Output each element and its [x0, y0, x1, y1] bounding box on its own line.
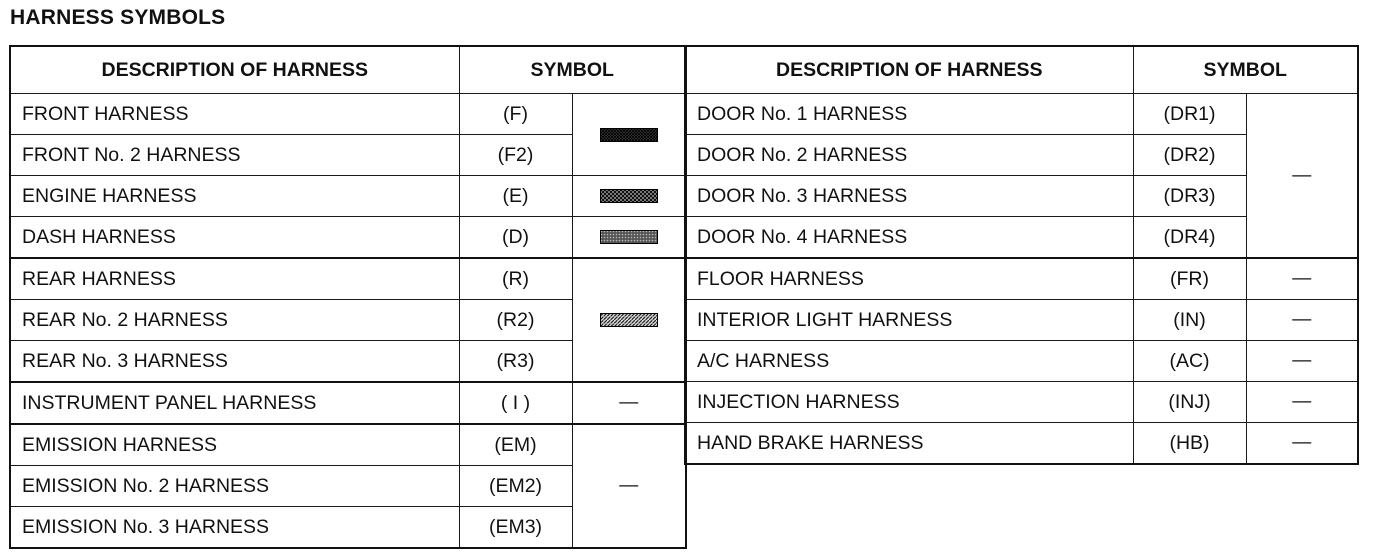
dotted-swatch — [600, 230, 658, 244]
harness-code: (EM3) — [459, 507, 572, 549]
rear-symbol-cell — [572, 258, 686, 382]
harness-description: INTERIOR LIGHT HARNESS — [685, 300, 1133, 341]
table-row — [685, 382, 1358, 423]
harness-code: (HB) — [1133, 423, 1246, 465]
harness-description: INJECTION HARNESS — [685, 382, 1133, 423]
no-symbol-dash: — — [1246, 382, 1358, 423]
harness-code: (F) — [459, 94, 572, 135]
no-symbol-dash: — — [1246, 300, 1358, 341]
harness-code: (FR) — [1133, 258, 1246, 300]
no-symbol-dash: — — [1246, 341, 1358, 382]
harness-description: HAND BRAKE HARNESS — [685, 423, 1133, 465]
harness-description: EMISSION HARNESS — [10, 424, 459, 466]
engine-symbol-cell — [572, 176, 686, 217]
harness-description: DASH HARNESS — [10, 217, 459, 259]
harness-code: (DR1) — [1133, 94, 1246, 135]
harness-code: (EM) — [459, 424, 572, 466]
header-row — [10, 46, 686, 94]
table-row — [10, 217, 686, 259]
harness-description: FRONT No. 2 HARNESS — [10, 135, 459, 176]
diagonal-hatch-swatch — [600, 313, 658, 327]
harness-description: ENGINE HARNESS — [10, 176, 459, 217]
no-symbol-dash: — — [572, 382, 686, 424]
harness-description: EMISSION No. 2 HARNESS — [10, 466, 459, 507]
harness-code: (E) — [459, 176, 572, 217]
harness-description: DOOR No. 3 HARNESS — [685, 176, 1133, 217]
harness-code: (DR2) — [1133, 135, 1246, 176]
column-header-symbol: SYMBOL — [459, 46, 686, 94]
column-header-symbol: SYMBOL — [1133, 46, 1358, 94]
table-row — [685, 94, 1358, 135]
harness-code: (DR3) — [1133, 176, 1246, 217]
harness-table-left — [9, 45, 687, 549]
table-row — [685, 423, 1358, 465]
column-header-description: DESCRIPTION OF HARNESS — [10, 46, 459, 94]
harness-table-right — [684, 45, 1359, 465]
no-symbol-dash: — — [1246, 258, 1358, 300]
table-row — [10, 424, 686, 466]
table-row — [685, 258, 1358, 300]
table-row — [10, 94, 686, 135]
front-symbol-cell — [572, 94, 686, 176]
checker-swatch — [600, 189, 658, 203]
harness-code: (AC) — [1133, 341, 1246, 382]
harness-code: (R3) — [459, 341, 572, 383]
harness-description: REAR No. 3 HARNESS — [10, 341, 459, 383]
harness-description: DOOR No. 2 HARNESS — [685, 135, 1133, 176]
harness-code: (D) — [459, 217, 572, 259]
harness-description: FRONT HARNESS — [10, 94, 459, 135]
no-symbol-dash: — — [1246, 94, 1358, 259]
harness-code: (R2) — [459, 300, 572, 341]
table-row — [10, 176, 686, 217]
harness-description: INSTRUMENT PANEL HARNESS — [10, 382, 459, 424]
table-row — [10, 258, 686, 300]
harness-code: ( I ) — [459, 382, 572, 424]
no-symbol-dash: — — [1246, 423, 1358, 465]
harness-description: REAR HARNESS — [10, 258, 459, 300]
header-row — [685, 46, 1358, 94]
harness-description: A/C HARNESS — [685, 341, 1133, 382]
dash-symbol-cell — [572, 217, 686, 259]
harness-description: DOOR No. 1 HARNESS — [685, 94, 1133, 135]
harness-code: (R) — [459, 258, 572, 300]
harness-description: FLOOR HARNESS — [685, 258, 1133, 300]
harness-code: (IN) — [1133, 300, 1246, 341]
harness-code: (DR4) — [1133, 217, 1246, 259]
table-row — [10, 382, 686, 424]
column-header-description: DESCRIPTION OF HARNESS — [685, 46, 1133, 94]
harness-description: REAR No. 2 HARNESS — [10, 300, 459, 341]
no-symbol-dash: — — [572, 424, 686, 548]
harness-description: EMISSION No. 3 HARNESS — [10, 507, 459, 549]
page-title: HARNESS SYMBOLS — [10, 6, 226, 29]
harness-code: (F2) — [459, 135, 572, 176]
harness-code: (INJ) — [1133, 382, 1246, 423]
harness-description: DOOR No. 4 HARNESS — [685, 217, 1133, 259]
table-row — [685, 300, 1358, 341]
crosshatch-dark-swatch — [600, 128, 658, 142]
harness-code: (EM2) — [459, 466, 572, 507]
table-row — [685, 341, 1358, 382]
